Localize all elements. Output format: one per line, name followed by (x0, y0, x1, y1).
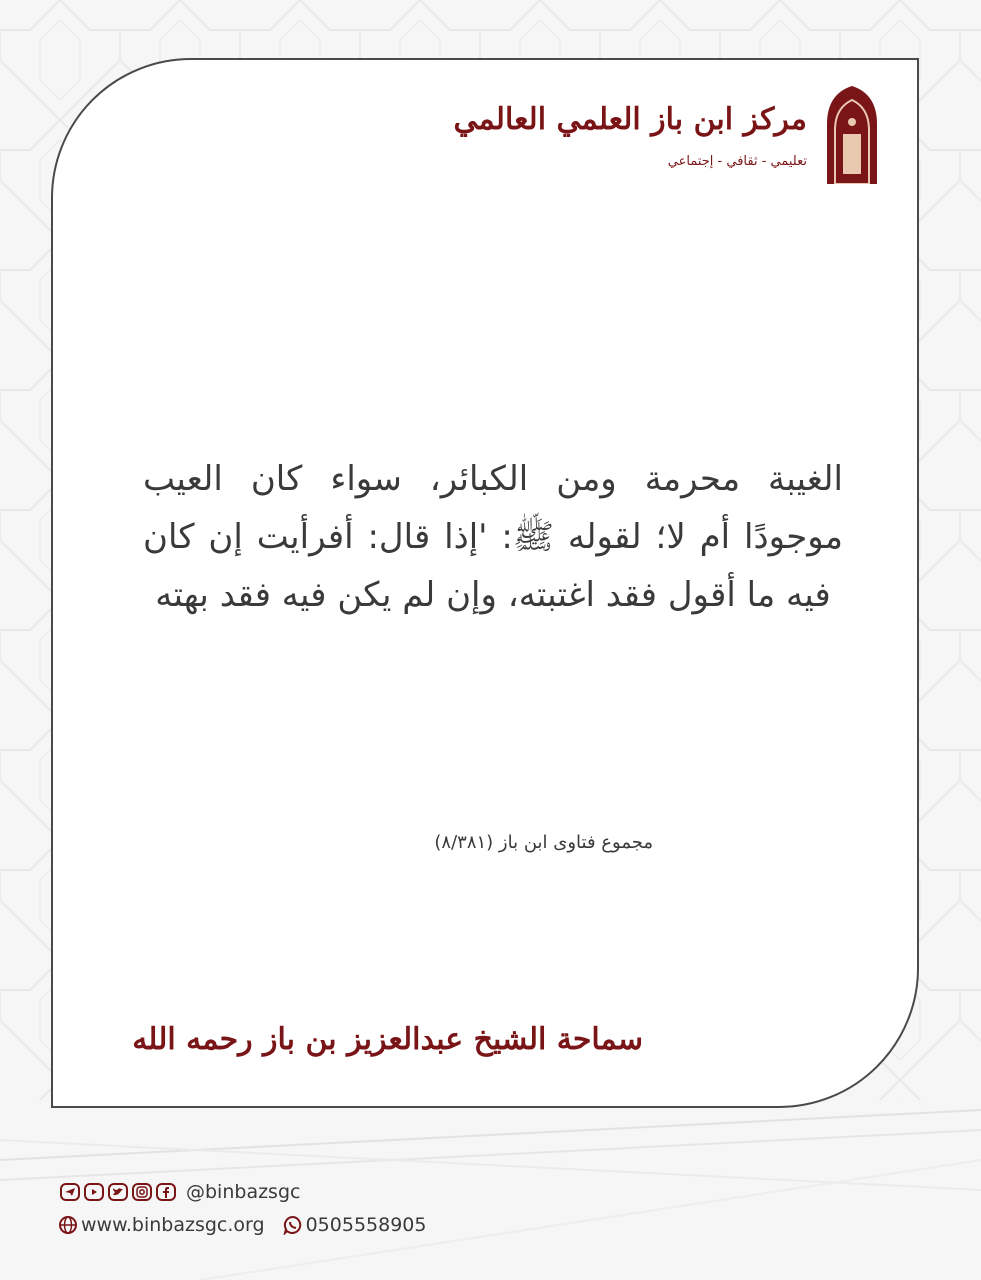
content-card (51, 58, 919, 1108)
telegram-icon[interactable] (60, 1183, 80, 1201)
contact-row (58, 1212, 426, 1238)
social-row (60, 1180, 300, 1204)
social-handle[interactable]: @binbazsgc (186, 1181, 301, 1203)
logo-emblem-icon (823, 84, 881, 184)
phone-number[interactable]: 0505558905 (305, 1214, 427, 1236)
logo-name: مركز ابن باز العلمي العالمي (453, 102, 807, 137)
globe-icon (58, 1215, 78, 1235)
facebook-icon[interactable] (156, 1183, 176, 1201)
source-citation: مجموع فتاوى ابن باز (٨/٣٨١) (434, 832, 653, 853)
logo-tagline: تعليمي - ثقافي - إجتماعي (667, 154, 807, 169)
instagram-icon[interactable] (132, 1183, 152, 1201)
quote-text: الغيبة محرمة ومن الكبائر، سواء كان العيب موجودًا أم لا؛ لقوله ﷺ: 'إذا قال: أفرأيت إن كان فيه ما أقول فقد اغتبته، وإن لم يكن فيه فقد بهته (143, 459, 843, 615)
twitter-icon[interactable] (108, 1183, 128, 1201)
youtube-icon[interactable] (84, 1183, 104, 1201)
signature-calligraphy: سماحة الشيخ عبدالعزيز بن باز رحمه الله (132, 1022, 643, 1057)
logo (453, 84, 881, 204)
whatsapp-icon (283, 1215, 303, 1235)
website-link[interactable]: www.binbazsgc.org (81, 1214, 265, 1236)
